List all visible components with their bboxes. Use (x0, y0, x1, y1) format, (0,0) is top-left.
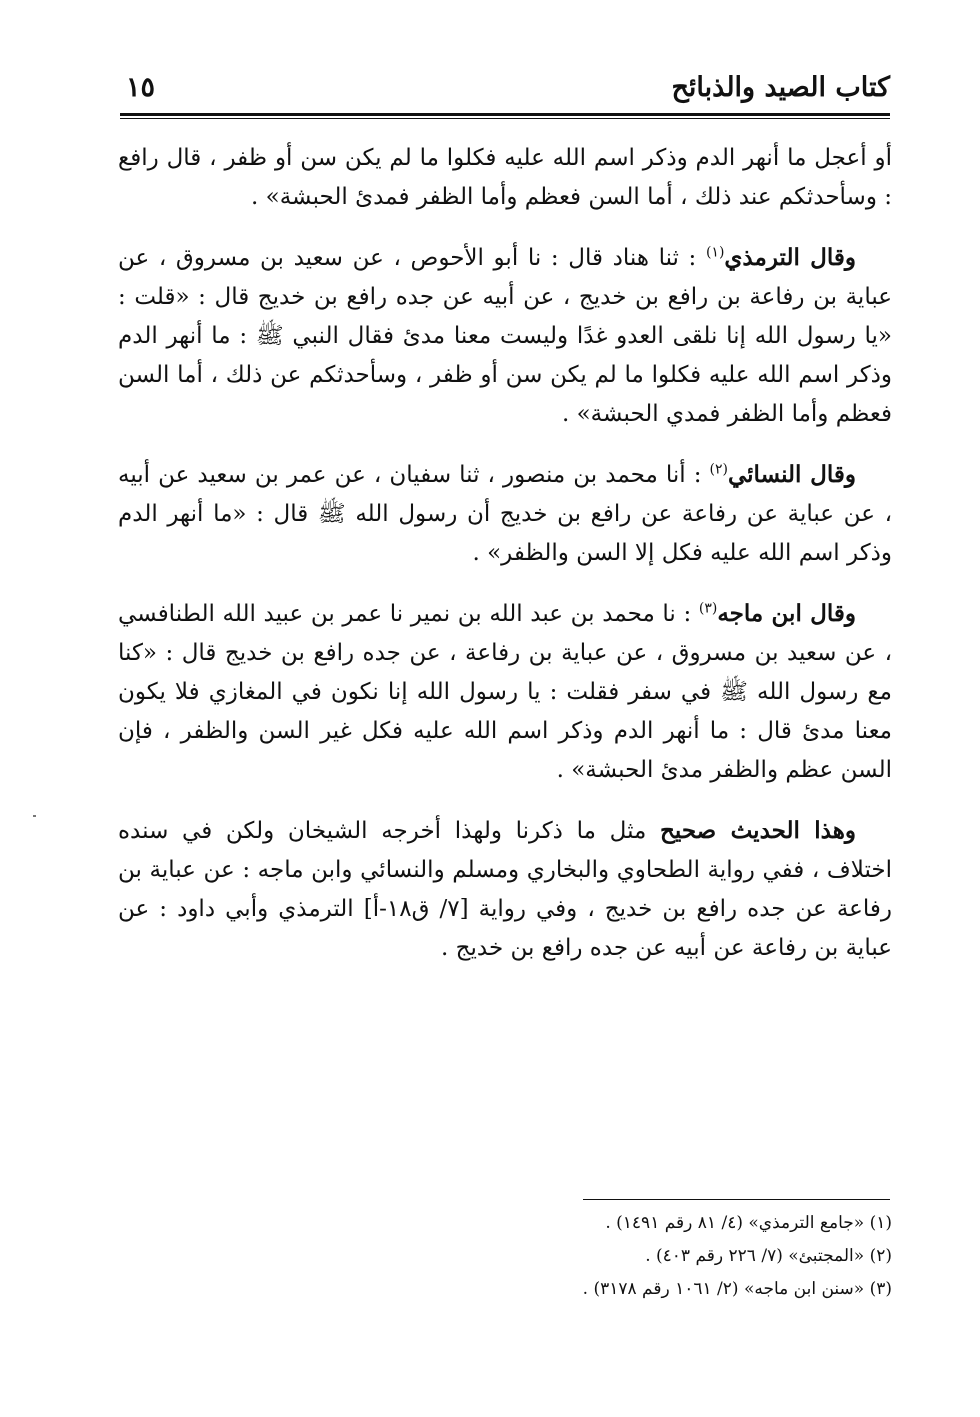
header-rule (120, 113, 890, 119)
paragraph (118, 811, 892, 968)
footnote: (٣) «سنن ابن ماجه» (٢/ ١٠٦١ رقم ٣١٧٨) . (582, 1279, 892, 1299)
main-text (118, 138, 892, 989)
footnote: (٢) «المجتبئ» (٧/ ٢٢٦ رقم ٤٠٣) . (645, 1246, 892, 1266)
footnote-ref: (١) (705, 244, 725, 261)
paragraph (118, 138, 892, 217)
paragraph-text: : ثنا هناد قال : نا أبو الأحوص ، عن سعيد بن مسروق ، عن عباية بن رفاعة بن رافع بن خديج ، عن أبيه عن جده رافع بن خديج قال : «قلت : «يا رسول الله إنا نلقى العدو غدًا وليست معنا مدئ فقال النبي ﷺ : ما أنهر الدم وذكر اسم الله عليه فكلوا ما لم يكن سن أو ظفر ، وسأحدثكم عن ذلك ، أما السن فعظم وأما الظفر فمدي الحبشة» . (118, 245, 892, 427)
paragraph-lead: وقال الترمذي (724, 244, 856, 271)
paragraph-text: : أنا محمد بن منصور ، ثنا سفيان ، عن عمر بن سعيد عن أبيه ، عن عباية عن رفاعة عن رافع بن خديج أن رسول الله ﷺ قال : «ما أنهر الدم وذكر اسم الله عليه فكل إلا السن والظفر» . (118, 462, 892, 566)
paragraph-text: أو أعجل ما أنهر الدم وذكر اسم الله عليه فكلوا ما لم يكن سن أو ظفر ، قال رافع : وسأحدثكم عند ذلك ، أما السن فعظم وأما الظفر فمدئ الحبشة» . (118, 145, 892, 210)
paragraph-lead: وقال ابن ماجه (717, 600, 856, 627)
footnote-ref: (٢) (709, 461, 728, 478)
paragraph (118, 455, 892, 573)
paragraph-lead: وهذا الحديث صحيح (660, 817, 856, 844)
scan-speck (33, 815, 36, 817)
footnote-ref: (٣) (698, 600, 718, 617)
footnote-separator (583, 1199, 890, 1200)
paragraph (118, 594, 892, 790)
paragraph-lead: وقال النسائي (727, 461, 856, 488)
footnotes (118, 1207, 892, 1306)
footnote: (١) «جامع الترمذي» (٤/ ٨١ رقم ١٤٩١) . (605, 1213, 892, 1233)
page-number: ١٥ (126, 72, 156, 103)
chapter-title: كتاب الصيد والذبائح (671, 72, 890, 103)
paragraph (118, 238, 892, 434)
paragraph-text: مثل ما ذكرنا ولهذا أخرجه الشيخان ولكن في سنده اختلاف ، ففي رواية الطحاوي والبخاري ومسلم والنسائي وابن ماجه : عن عباية بن رفاعة عن جده رافع بن خديج ، وفي رواية [٧/ ق١٨-أ] الترمذي وأبي داود : عن عباية بن رفاعة عن أبيه عن جده رافع بن خديج . (118, 818, 892, 961)
paragraph-text: : نا محمد بن عبد الله بن نمير نا عمر بن عبيد الله الطنافسي ، عن سعيد بن مسروق ، عن عباية بن رفاعة ، عن جده رافع بن خديج قال : «كنا مع رسول الله ﷺ في سفر فقلت : يا رسول الله إنا نكون في المغازي فلا يكون معنا مدئ قال : ما أنهر الدم وذكر اسم الله عليه فكل غير السن والظفر ، فإن السن عظم والظفر مدئ الحبشة» . (118, 601, 892, 783)
running-header (120, 68, 890, 112)
